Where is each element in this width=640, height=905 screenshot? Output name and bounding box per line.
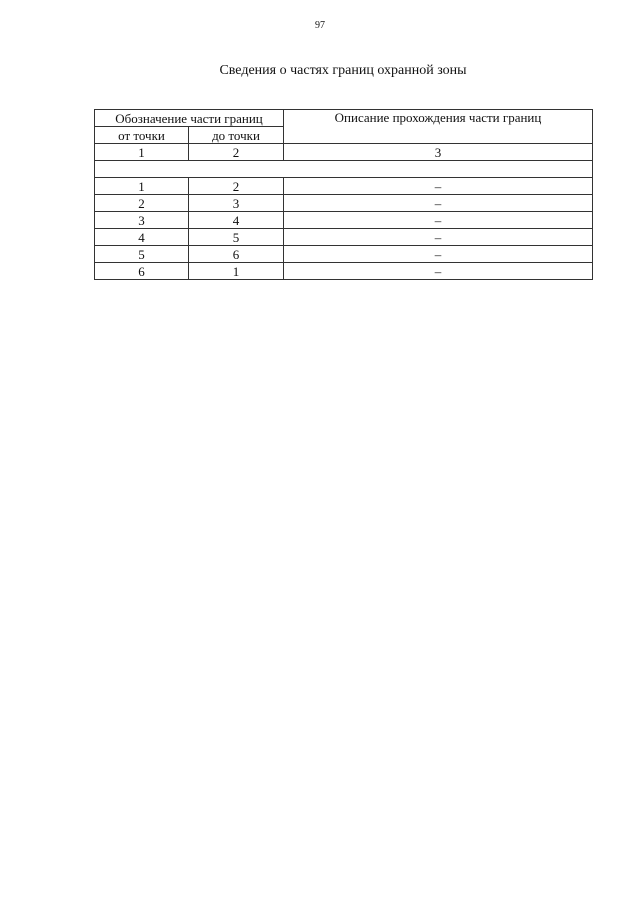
- to-point-cell: 5: [189, 229, 284, 246]
- description-cell: –: [284, 195, 593, 212]
- table-row: [95, 212, 593, 229]
- header-to-point: до точки: [189, 127, 284, 144]
- header-row-main: [95, 110, 593, 127]
- header-description: Описание прохождения части границ: [284, 110, 593, 144]
- description-cell: –: [284, 246, 593, 263]
- blank-cell: [95, 161, 593, 178]
- to-point-cell: 2: [189, 178, 284, 195]
- boundary-parts-table: [94, 109, 593, 280]
- table-row: [95, 263, 593, 280]
- description-cell: –: [284, 263, 593, 280]
- column-number-row: [95, 144, 593, 161]
- from-point-cell: 4: [95, 229, 189, 246]
- to-point-cell: 3: [189, 195, 284, 212]
- description-cell: –: [284, 178, 593, 195]
- header-from-point: от точки: [95, 127, 189, 144]
- column-number-3: 3: [284, 144, 593, 161]
- blank-row: [95, 161, 593, 178]
- to-point-cell: 6: [189, 246, 284, 263]
- from-point-cell: 2: [95, 195, 189, 212]
- from-point-cell: 1: [95, 178, 189, 195]
- table-row: [95, 229, 593, 246]
- table-row: [95, 246, 593, 263]
- table-row: [95, 195, 593, 212]
- from-point-cell: 3: [95, 212, 189, 229]
- document-title: Сведения о частях границ охранной зоны: [219, 63, 467, 78]
- to-point-cell: 4: [189, 212, 284, 229]
- column-number-1: 1: [95, 144, 189, 161]
- from-point-cell: 6: [95, 263, 189, 280]
- description-cell: –: [284, 229, 593, 246]
- from-point-cell: 5: [95, 246, 189, 263]
- description-cell: –: [284, 212, 593, 229]
- table-row: [95, 178, 593, 195]
- column-number-2: 2: [189, 144, 284, 161]
- page-number: 97: [315, 20, 325, 31]
- to-point-cell: 1: [189, 263, 284, 280]
- header-designation: Обозначение части границ: [95, 110, 284, 127]
